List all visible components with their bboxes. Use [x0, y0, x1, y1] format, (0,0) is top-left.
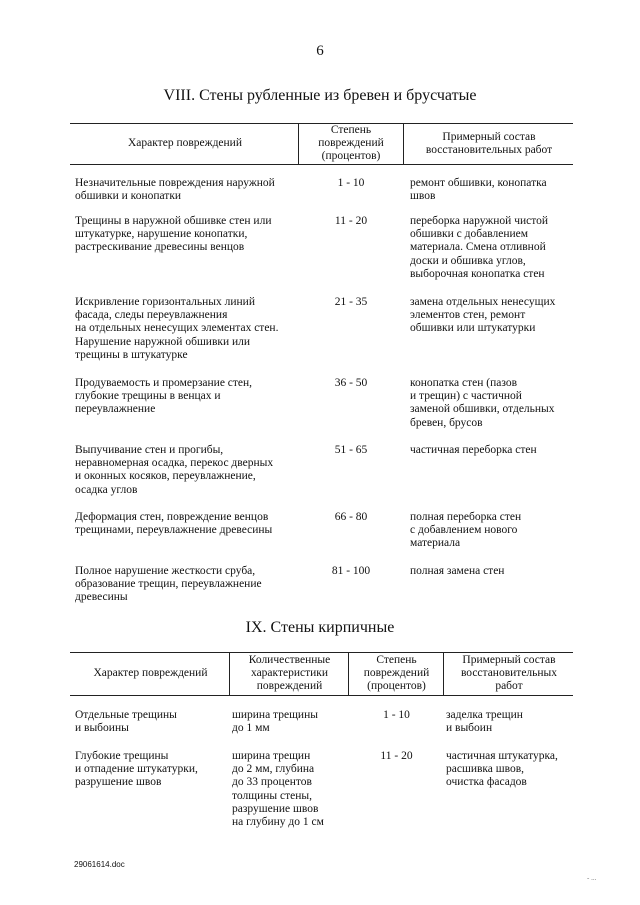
row-5-works: частичная переборка стен	[410, 444, 537, 456]
page-number: 6	[316, 43, 324, 59]
brick-row-1-degree: 1 - 10	[383, 709, 410, 721]
row-1-works: ремонт обшивки, конопатка швов	[410, 177, 547, 203]
row-3-damage: Искривление горизонтальных линий фасада, следы переувлажнения на отдельных ненесущих элементах стен. Нарушение наружной обшивки или трещины в штукатурке	[75, 296, 279, 361]
table-header-rule	[70, 164, 573, 165]
column-divider	[298, 123, 299, 164]
column-divider	[348, 652, 349, 695]
row-2-damage: Трещины в наружной обшивке стен или штукатурке, нарушение конопатки, растрескивание древесины венцов	[75, 215, 272, 254]
brick-row-2-degree: 11 - 20	[380, 750, 413, 762]
row-4-degree: 36 - 50	[334, 377, 368, 389]
header-works: Примерный состав восстановительных работ	[425, 131, 553, 156]
row-6-damage: Деформация стен, повреждение венцов трещинами, переувлажнение древесины	[75, 511, 273, 537]
brick-row-1-works: заделка трещин и выбоин	[446, 709, 523, 735]
row-7-damage: Полное нарушение жесткости сруба, образование трещин, переувлажнение древесины	[75, 565, 262, 604]
section-8-title: VIII. Стены рубленные из бревен и брусчатые	[163, 87, 477, 104]
row-3-degree: 21 - 35	[334, 296, 368, 308]
header-quant: Количественные характеристики повреждений	[248, 654, 331, 692]
row-3-works: замена отдельных ненесущих элементов стен, ремонт обшивки или штукатурки	[410, 296, 556, 335]
header-degree: Степень повреждений (процентов)	[363, 654, 430, 692]
brick-row-2-works: частичная штукатурка, расшивка швов, очистка фасадов	[446, 750, 558, 789]
table-top-rule	[70, 652, 573, 653]
row-5-damage: Выпучивание стен и прогибы, неравномерная осадка, перекос дверных и оконных косяков, переувлажнение, осадка углов	[75, 444, 274, 496]
row-6-degree: 66 - 80	[334, 511, 368, 523]
header-damage: Характер повреждений	[93, 667, 208, 679]
row-2-works: переборка наружной чистой обшивки с добавлением материала. Смена отливной доски и обшивка углов, выборочная конопатка стен	[410, 215, 549, 280]
row-1-degree: 1 - 10	[337, 177, 365, 189]
section-9-title: IX. Стены кирпичные	[245, 619, 395, 636]
corner-mark: - ...	[587, 874, 597, 882]
brick-row-2-damage: Глубокие трещины и отпадение штукатурки, разрушение швов	[75, 750, 198, 789]
row-7-degree: 81 - 100	[331, 565, 371, 577]
row-1-damage: Незначительные повреждения наружной обшивки и конопатки	[75, 177, 275, 203]
row-7-works: полная замена стен	[410, 565, 505, 577]
column-divider	[403, 123, 404, 164]
row-4-damage: Продуваемость и промерзание стен, глубокие трещины в венцах и переувлажнение	[75, 377, 253, 416]
row-6-works: полная переборка стен с добавлением нового материала	[410, 511, 522, 550]
row-4-works: конопатка стен (пазов и трещин) с частичной заменой обшивки, отдельных бревен, брусов	[410, 377, 555, 429]
column-divider	[229, 652, 230, 695]
brick-row-2-quant: ширина трещин до 2 мм, глубина до 33 процентов толщины стены, разрушение швов на глубину до 1 см	[232, 750, 324, 829]
table-header-rule	[70, 695, 573, 696]
column-divider	[443, 652, 444, 695]
header-works: Примерный состав восстановительных работ	[460, 654, 558, 692]
row-5-degree: 51 - 65	[334, 444, 368, 456]
brick-row-1-damage: Отдельные трещины и выбоины	[75, 709, 177, 735]
header-damage: Характер повреждений	[127, 137, 242, 149]
file-name: 29061614.doc	[74, 860, 125, 869]
brick-row-1-quant: ширина трещины до 1 мм	[232, 709, 318, 735]
row-2-degree: 11 - 20	[334, 215, 368, 227]
header-degree: Степень повреждений (процентов)	[318, 124, 384, 162]
